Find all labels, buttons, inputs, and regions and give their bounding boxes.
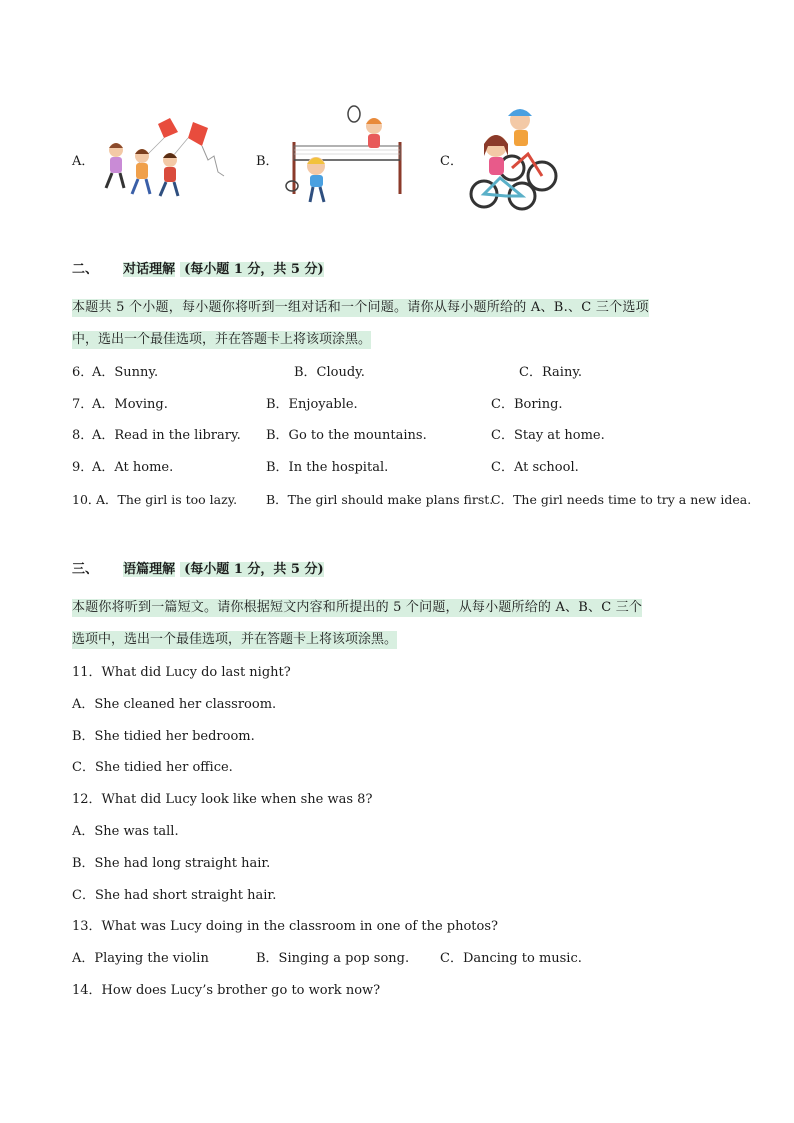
question-6 — [72, 364, 732, 382]
section-3-score: (每小题 1 分，共 5 分) — [184, 562, 324, 577]
question-number: 8． — [72, 428, 94, 443]
option-c: C．Rainy. — [519, 365, 583, 380]
option-b: B．Enjoyable. — [266, 397, 358, 412]
section-2-number: 二、 — [72, 262, 99, 277]
picture-option-b-label: B． — [256, 154, 279, 169]
question-12-stem: 12．What did Lucy look like when she was 8? — [72, 792, 373, 807]
question-13-options — [72, 950, 732, 968]
question-12-option-b: B．She had long straight hair. — [72, 856, 271, 871]
section-3-heading — [72, 561, 324, 579]
section-3-title: 语篇理解 — [123, 562, 176, 577]
option-a: A．Moving. — [92, 397, 168, 412]
question-11-stem: 11．What did Lucy do last night? — [72, 665, 291, 680]
question-12-option-a: A．She was tall. — [72, 824, 179, 839]
section-2-title: 对话理解 — [123, 262, 176, 277]
question-number: 6． — [72, 365, 94, 380]
section-3-number: 三、 — [72, 562, 99, 577]
question-13-stem: 13．What was Lucy doing in the classroom in one of the photos? — [72, 919, 498, 934]
option-a: A．Read in the library. — [92, 428, 241, 443]
question-14-stem: 14．How does Lucy’s brother go to work now? — [72, 983, 381, 998]
option-c: C．The girl needs time to try a new idea. — [491, 492, 752, 507]
picture-option-c-label: C． — [440, 154, 463, 169]
question-11-option-b: B．She tidied her bedroom. — [72, 729, 255, 744]
option-a: A．Playing the violin — [72, 951, 209, 966]
option-b: B．In the hospital. — [266, 460, 389, 475]
question-12-option-c: C．She had short straight hair. — [72, 888, 277, 903]
question-10 — [72, 491, 752, 509]
option-a: A．Sunny. — [92, 365, 159, 380]
option-b: B．Singing a pop song. — [256, 951, 410, 966]
option-a: A．The girl is too lazy. — [96, 492, 238, 507]
option-b: B．Cloudy. — [294, 365, 365, 380]
section-2-score: (每小题 1 分，共 5 分) — [184, 262, 324, 277]
question-number: 10． — [72, 492, 101, 507]
question-8 — [72, 427, 732, 445]
option-b: B．The girl should make plans first. — [266, 492, 494, 507]
cycling-children-icon — [466, 104, 562, 212]
question-number: 7． — [72, 397, 94, 412]
picture-option-a-label: A． — [72, 154, 95, 169]
option-a: A．At home. — [92, 460, 174, 475]
section-2-instruction-line-2: 中，选出一个最佳选项，并在答题卡上将该项涂黑。 — [72, 332, 372, 347]
option-c: C．Dancing to music. — [440, 951, 582, 966]
section-2-instruction-line-1: 本题共 5 个小题，每小题你将听到一组对话和一个问题。请你从每小题所给的 A、B.、C 三个选项 — [72, 300, 649, 315]
badminton-children-icon — [282, 104, 406, 208]
option-c: C．At school. — [491, 460, 579, 475]
option-b: B．Go to the mountains. — [266, 428, 427, 443]
kite-flying-children-icon — [98, 116, 228, 198]
section-2-heading — [72, 261, 324, 279]
option-c: C．Stay at home. — [491, 428, 605, 443]
question-9 — [72, 459, 732, 477]
question-7 — [72, 396, 732, 414]
question-11-option-a: A．She cleaned her classroom. — [72, 697, 277, 712]
section-3-instruction-line-2: 选项中，选出一个最佳选项，并在答题卡上将该项涂黑。 — [72, 632, 398, 647]
question-11-option-c: C．She tidied her office. — [72, 760, 233, 775]
question-number: 9． — [72, 460, 94, 475]
section-3-instruction-line-1: 本题你将听到一篇短文。请你根据短文内容和所提出的 5 个问题，从每小题所给的 A、B、C 三个 — [72, 600, 643, 615]
option-c: C．Boring. — [491, 397, 563, 412]
